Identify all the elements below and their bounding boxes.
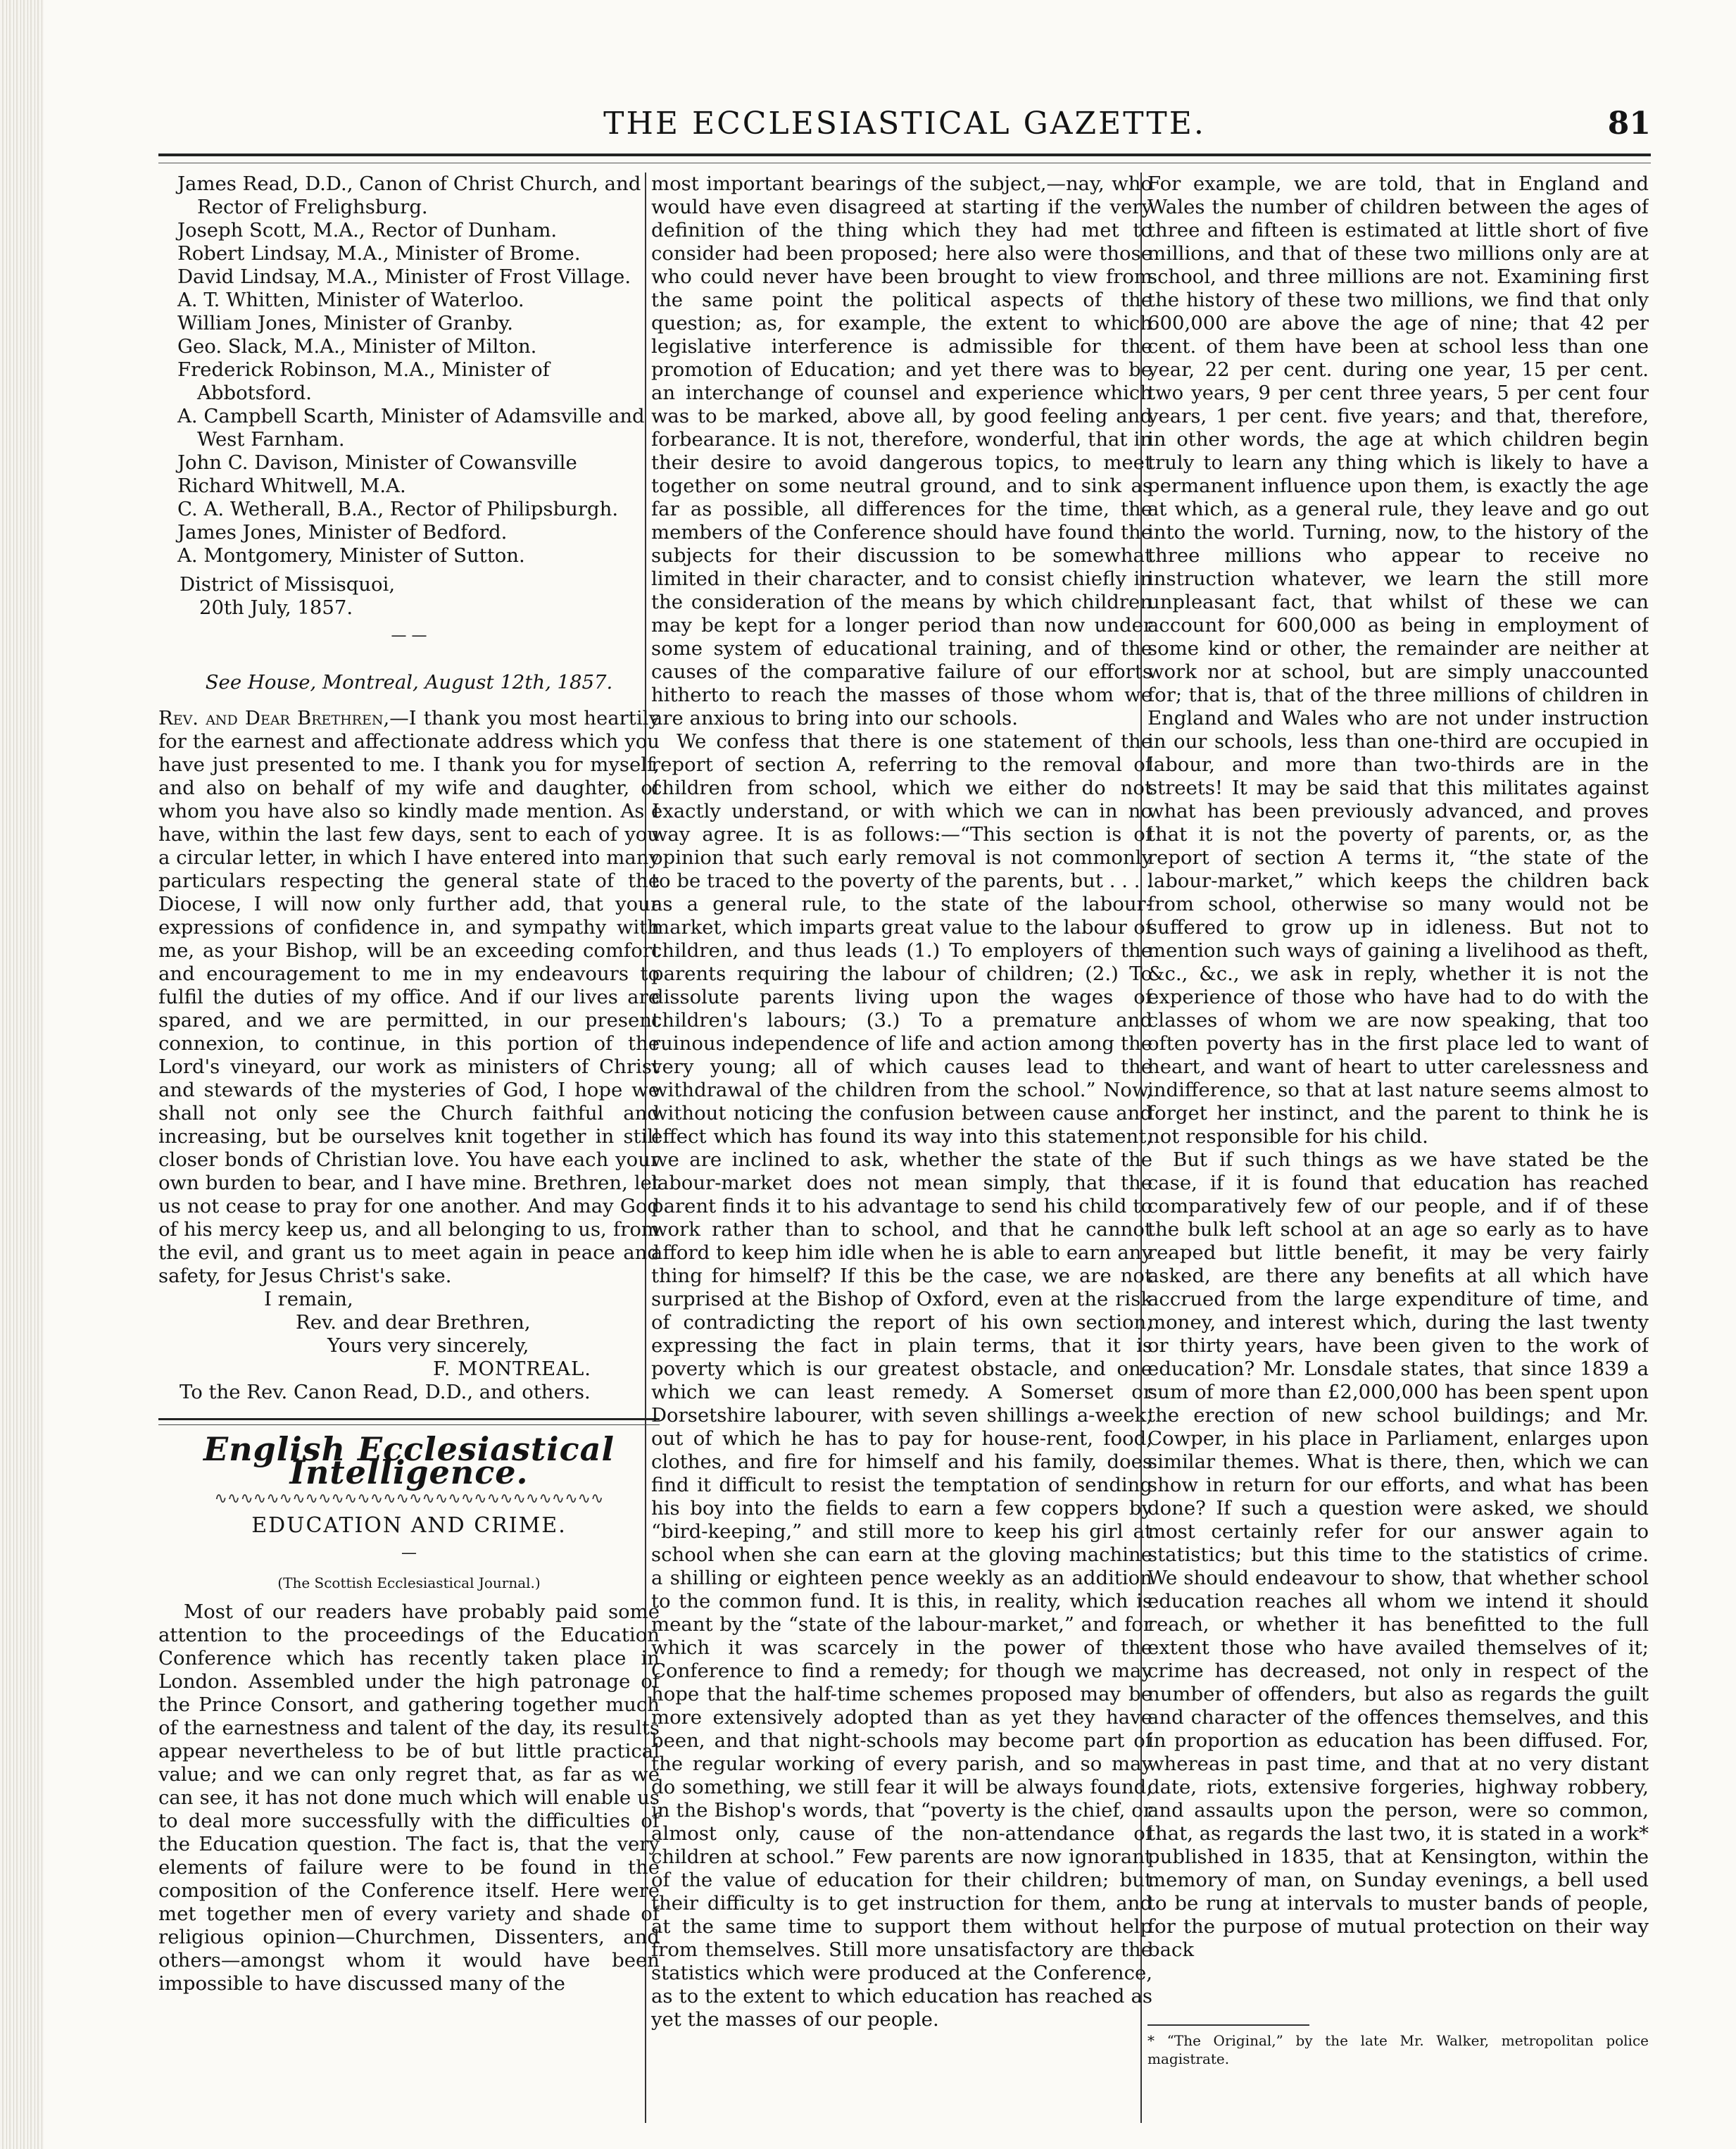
footnote-rule <box>1147 2024 1309 2026</box>
wavy-rule: ∿∿∿∿∿∿∿∿∿∿∿∿∿∿∿∿∿∿∿∿∿∿∿∿∿∿∿∿∿∿ <box>214 1490 604 1508</box>
closing-signature: F. MONTREAL. <box>433 1358 592 1380</box>
signatory: A. T. Whitten, Minister of Waterloo. <box>177 289 524 311</box>
article-source: (The Scottish Ecclesiastical Journal.) <box>277 1574 541 1591</box>
signatory: William Jones, Minister of Granby. <box>177 312 514 334</box>
signatory: Frederick Robinson, M.A., Minister of Abbotsford. <box>177 358 550 404</box>
article-paragraph: For example, we are told, that in England and Wales the number of children between the ages of three and fifteen is estimated at little short of five millions, and that of these two millions only are at school, and three millions are not. Examining first the history of these two millions, we find that only 600,000 are above the age of nine; that 42 per cent. of them have been at school less than one year, 22 per cent. during one year, 15 per cent. two years, 9 per cent three years, 5 per cent four years, 1 per cent. five years; and that, therefore, in other words, the age at which children begin truly to learn any thing which is likely to have a permanent influence upon them, is exactly the age at which, as a general rule, they leave and go out into the world. Turning, now, to the history of the three millions who appear to receive no instruction whatever, we learn the still more unpleasant fact, that whilst of these we can account for 600,000 as being in employment of some kind or other, the remainder are neither at work nor at school, but are simply unaccounted for; that is, that of the three millions of children in England and Wales who are not under instruction in our schools, less than one-third are occupied in labour, and more than two-thirds are in the streets! It may be said that this militates against what has been previously advanced, and proves that it is not the poverty of parents, or, as the report of section A terms it, “the state of the labour-market,” which keeps the children back from school, otherwise so many would not be suffered to grow up in idleness. But not to mention such ways of gaining a livelihood as theft, &c., &c., we ask in reply, whether it is not the experience of those who have had to do with the classes of whom we are now speaking, that too often poverty has in the first place led to want of heart, and want of heart to utter carelessness and indifference, so that at last nature seems almost to forget her instinct, and the parent to think he is not responsible for his child. <box>1147 173 1649 1148</box>
page-header <box>158 106 1651 148</box>
section-rule <box>158 1418 660 1425</box>
signatory: Joseph Scott, M.A., Rector of Dunham. <box>177 219 558 242</box>
article-paragraph: most important bearings of the subject,—nay, who would have even disagreed at starting if the very definition of the thing which they had met to consider had been proposed; here also were those who could never have been brought to view from the same point the political aspects of the question; as, for example, the extent to which legislative interference is admissible for the promotion of Education; and yet there was to be an interchange of counsel and experience which was to be marked, above all, by good feeling and forbearance. It is not, therefore, wonderful, that in their desire to avoid dangerous topics, to meet together on some neutral ground, and to sink as far as possible, all differences for the time, the members of the Conference should have found the subjects for their discussion to be somewhat limited in their character, and to consist chiefly in the consideration of the means by which children may be kept for a longer period than now under some system of educational training, and of the causes of the comparative failure of our efforts hitherto to reach the masses of those whom we are anxious to bring into our schools. <box>651 173 1152 729</box>
closing-salutation: Rev. and dear Brethren, <box>296 1311 531 1334</box>
signatory: John C. Davison, Minister of Cowansville <box>177 451 577 474</box>
short-dash: — — <box>391 627 427 644</box>
signatory: Robert Lindsay, M.A., Minister of Brome. <box>177 242 581 265</box>
district-name: District of Missisquoi, <box>180 573 396 596</box>
letter-body <box>158 707 660 1288</box>
signatory: A. Montgomery, Minister of Sutton. <box>177 544 525 567</box>
letter-closing <box>158 1288 660 1404</box>
signatory: David Lindsay, M.A., Minister of Frost Village. <box>177 265 631 288</box>
column-middle <box>651 173 1152 2130</box>
running-title: THE ECCLESIASTICAL GAZETTE. <box>603 106 1206 142</box>
article-paragraph: We confess that there is one statement of the report of section A, referring to the removal of children from school, which we either do not exactly understand, or with which we can in no way agree. It is as follows:—“This section is of opinion that such early removal is not commonly to be traced to the poverty of the parents, but . . . . as a general rule, to the state of the labour-market, which imparts great value to the labour of children, and thus leads (1.) To employers of the parents requiring the labour of children; (2.) To dissolute parents living upon the wages of children's labours; (3.) To a premature and ruinous independence of life and action among the very young; all of which causes lead to the withdrawal of the children from the school.” Now, without noticing the confusion between cause and effect which has found its way into this statement, we are inclined to ask, whether the state of the labour-market does not mean simply, that the parent finds it to his advantage to send his child to work rather than to school, and that he cannot afford to keep him idle when he is able to earn any thing for himself? If this be the case, we are not surprised at the Bishop of Oxford, even at the risk of contradicting the report of his own section, expressing the fact in plain terms, that it is poverty which is our greatest obstacle, and one which we can least remedy. A Somerset or Dorsetshire labourer, with seven shillings a-week, out of which he has to pay for house-rent, food, clothes, and fire for himself and his family, does find it difficult to resist the temptation of sending his boy into the fields to earn a few coppers by “bird-keeping,” and still more to keep his girl at school when she can earn at the gloving machine a shilling or eighteen pence weekly as an addition to the common fund. It is this, in reality, which is meant by the “state of the labour-market,” and for which it was scarcely in the power of the Conference to find a remedy; for though we may hope that the half-time schemes proposed may be more extensively adopted than as yet they have been, and that night-schools may become part of the regular working of every parish, and so may do something, we still fear it will be always found, in the Bishop's words, that “poverty is the chief, or almost only, cause of the non-attendance of children at school.” Few parents are now ignorant of the value of education for their children; but their difficulty is to get instruction for them, and at the same time to support them without help from themselves. Still more unsatisfactory are the statistics which were produced at the Conference, as to the extent to which education has reached as yet the masses of our people. <box>651 730 1152 2031</box>
article-title: EDUCATION AND CRIME. <box>251 1513 567 1538</box>
letter-salutation: Rev. and Dear Brethren, <box>158 707 390 729</box>
letter-body-text: —I thank you most heartily for the earnest and affectionate address which you have just presented to me. I thank you for myself, and also on behalf of my wife and daughter, of whom you have also so kindly made mention. As I have, within the last few days, sent to each of you a circular letter, in which I have entered into many particulars respecting the general state of the Diocese, I will now only further add, that your expressions of confidence in, and sympathy with me, as your Bishop, will be an exceeding comfort and encouragement to me in my endeavours to fulfil the duties of my office. And if our lives are spared, and we are permitted, in our present connexion, to continue, in this portion of the Lord's vineyard, our work as ministers of Christ and stewards of the mysteries of God, I hope we shall not only see the Church faithful and increasing, but be ourselves knit together in still closer bonds of Christian love. You have each your own burden to bear, and I have mine. Brethren, let us not cease to pray for one another. And may God of his mercy keep us, and all belonging to us, from the evil, and grant us to meet again in peace and safety, for Jesus Christ's sake. <box>158 707 660 1287</box>
column-left <box>158 173 660 2130</box>
signatory: James Jones, Minister of Bedford. <box>177 521 508 544</box>
column-right <box>1147 173 1649 2130</box>
closing-remain: I remain, <box>264 1288 353 1310</box>
signatory-list <box>158 173 660 568</box>
article-paragraph: Most of our readers have probably paid some attention to the proceedings of the Education Conference which has recently taken place in London. Assembled under the high patronage of the Prince Consort, and gathering together much of the earnestness and talent of the day, its results appear nevertheless to be of but little practical value; and we can only regret that, as far as we can see, it has not done much which will enable us to deal more successfully with the difficulties of the Education question. The fact is, that the very elements of failure were to be found in the composition of the Conference itself. Here were met together men of every variety and shade of religious opinion—Churchmen, Dissenters, and others—amongst whom it would have been impossible to have discussed many of the <box>158 1600 660 1995</box>
signatory: C. A. Wetherall, B.A., Rector of Philipsburgh. <box>177 498 619 520</box>
page-number: 81 <box>1607 106 1651 142</box>
header-rule <box>158 154 1651 163</box>
section-heading: English Ecclesiastical Intelligence. <box>203 1430 615 1491</box>
page-edge-shadow <box>0 0 44 2149</box>
closing-addressee: To the Rev. Canon Read, D.D., and others. <box>180 1381 591 1403</box>
district-block <box>180 573 660 620</box>
district-date: 20th July, 1857. <box>199 596 353 619</box>
article-paragraph: But if such things as we have stated be the case, if it is found that education has reached comparatively few of our people, and if of these the bulk left school at an age so early as to have reaped but little benefit, it may be very fairly asked, are there any benefits at all which have accrued from the large expenditure of time, and money, and interest which, during the last twenty or thirty years, have been given to the work of education? Mr. Lonsdale states, that since 1839 a sum of more than £2,000,000 has been spent upon the erection of new school buildings; and Mr. Cowper, in his place in Parliament, enlarges upon similar themes. What is there, then, which we can show in return for our efforts, and what has been done? If such a question were asked, we should most certainly refer for our answer again to statistics; but this time to the statistics of crime. We should endeavour to show, that whether school education reaches all whom we intend it should reach, or whether it has benefitted to the full extent those who have availed themselves of it; crime has decreased, not only in respect of the number of offenders, but also as regards the guilt and character of the offences themselves, and this in proportion as education has been diffused. For, whereas in past time, and that at no very distant date, riots, extensive forgeries, highway robbery, and assaults upon the person, were so common, that, as regards the last two, it is stated in a work* published in 1835, that at Kensington, within the memory of man, on Sunday evenings, a bell used to be rung at intervals to muster bands of people, for the purpose of mutual protection on their way back <box>1147 1148 1649 1961</box>
footnote: * “The Original,” by the late Mr. Walker, metropolitan police magistrate. <box>1147 2032 1649 2067</box>
signatory: Geo. Slack, M.A., Minister of Milton. <box>177 335 537 358</box>
signatory: James Read, D.D., Canon of Christ Church, and Rector of Frelighsburg. <box>177 173 641 218</box>
column-right-body <box>1147 173 1649 2017</box>
closing-yours: Yours very sincerely, <box>327 1334 529 1357</box>
signatory: Richard Whitwell, M.A. <box>177 475 406 497</box>
signatory: A. Campbell Scarth, Minister of Adamsville and West Farnham. <box>177 405 645 451</box>
short-dash: — <box>401 1544 417 1562</box>
letter-dateline: See House, Montreal, August 12th, 1857. <box>205 671 613 694</box>
